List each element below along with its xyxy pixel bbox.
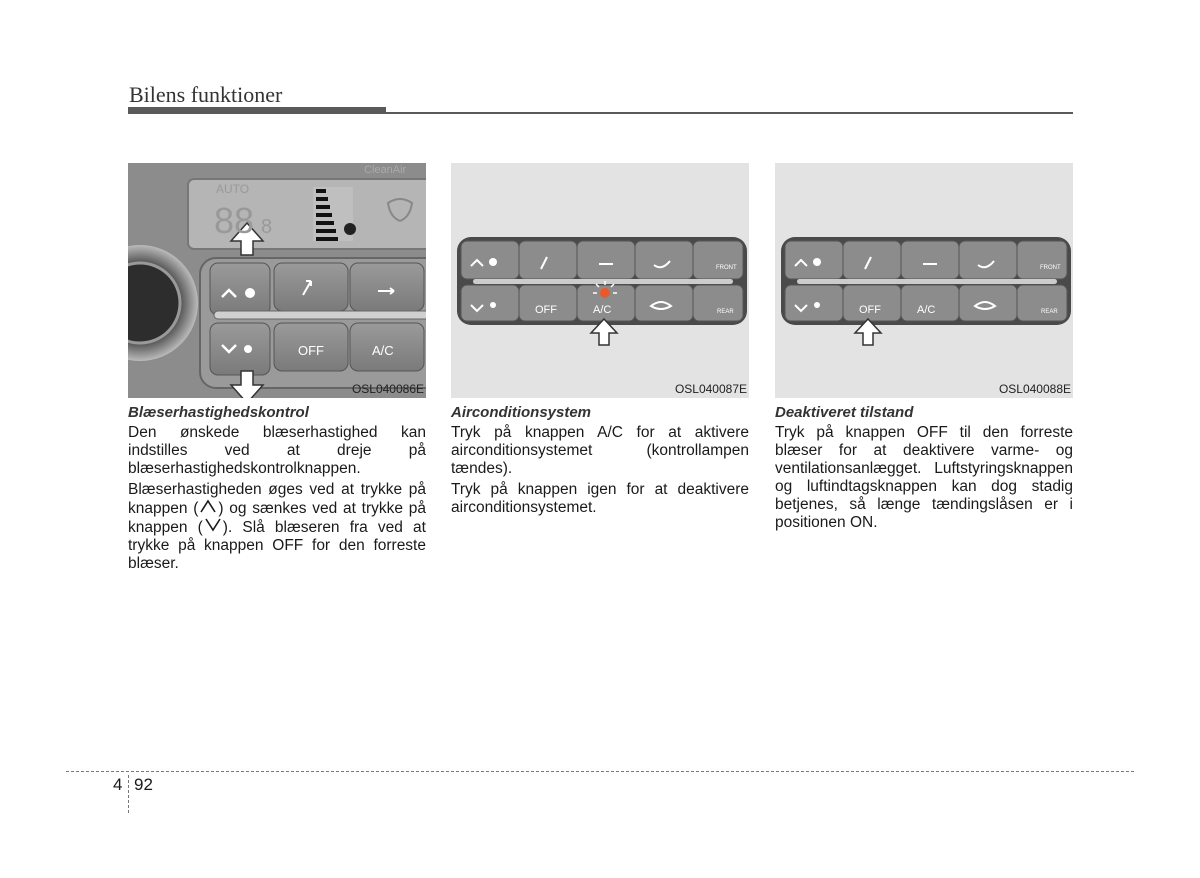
display-temperature-decimal: 8 bbox=[261, 216, 273, 238]
section-paragraph: Tryk på knappen A/C for at aktivere airconditionsystemet (kontrollampen tændes). bbox=[451, 424, 749, 477]
page-number-divider bbox=[128, 775, 129, 813]
off-button-label: OFF bbox=[859, 304, 881, 316]
section-heading: Deaktiveret tilstand bbox=[775, 404, 914, 421]
section-paragraph: Den ønskede blæserhastighed kan indstilles ved at dreje på blæserhastighedskontrolknappen. bbox=[128, 424, 426, 477]
header-rule-thin bbox=[386, 112, 1073, 114]
ac-button-label: A/C bbox=[593, 304, 612, 316]
section-paragraph: Tryk på knappen OFF til den forreste blæser for at deaktivere varme- og ventilationsanlægget. Luftstyringsknappen og luftindtagsknappen kan dog stadig betjenes, så længe tændingslåsen er i positionen ON. bbox=[775, 424, 1073, 531]
display-auto-label: AUTO bbox=[216, 182, 250, 196]
chapter-number: 4 bbox=[113, 775, 123, 794]
page-header-title: Bilens funktioner bbox=[129, 82, 283, 107]
front-defrost-label: FRONT bbox=[1040, 265, 1061, 271]
figure-air-conditioning bbox=[451, 163, 749, 398]
front-defrost-label: FRONT bbox=[716, 265, 737, 271]
chevron-up-icon bbox=[198, 499, 218, 513]
ac-button-label: A/C bbox=[917, 304, 936, 316]
section-heading: Airconditionsystem bbox=[451, 404, 592, 421]
header-rule-thick bbox=[128, 107, 386, 114]
paragraph-text-part: ) og sænkes ved at trykke på knappen ( bbox=[128, 500, 426, 536]
ac-button-label: A/C bbox=[372, 343, 394, 358]
section-paragraph: Tryk på knappen igen for at deaktivere airconditionsystemet. bbox=[451, 481, 749, 516]
section-heading: Blæserhastighedskontrol bbox=[128, 404, 309, 421]
display-temperature-digits: 88 bbox=[214, 200, 255, 241]
paragraph-text-part: ). Slå blæseren fra ved at trykke på knappen OFF for den forreste blæser. bbox=[128, 519, 426, 572]
page-number: 92 bbox=[134, 775, 153, 794]
climate-panel-closeup-illustration bbox=[128, 163, 426, 398]
climate-panel-off-illustration bbox=[775, 163, 1073, 398]
footer-divider bbox=[66, 771, 1134, 772]
figure-code: OSL040088E bbox=[998, 382, 1071, 396]
paragraph-text-part: Blæserhastigheden øges ved at trykke på knappen ( bbox=[128, 481, 426, 517]
clean-air-label: CleanAir bbox=[364, 164, 407, 176]
figure-code: OSL040087E bbox=[674, 382, 747, 396]
section-off-mode bbox=[775, 403, 1073, 535]
off-button-label: OFF bbox=[535, 304, 557, 316]
off-button-label: OFF bbox=[298, 343, 324, 358]
chevron-down-icon bbox=[203, 518, 223, 532]
rear-defrost-label: REAR bbox=[717, 309, 734, 315]
rear-defrost-label: REAR bbox=[1041, 309, 1058, 315]
climate-panel-ac-illustration bbox=[451, 163, 749, 398]
section-paragraph-with-symbols bbox=[128, 481, 426, 573]
figure-code: OSL040086E bbox=[351, 382, 424, 396]
figure-fan-speed bbox=[128, 163, 426, 398]
section-air-conditioning bbox=[451, 403, 749, 520]
section-fan-speed bbox=[128, 403, 426, 576]
figure-off-mode bbox=[775, 163, 1073, 398]
